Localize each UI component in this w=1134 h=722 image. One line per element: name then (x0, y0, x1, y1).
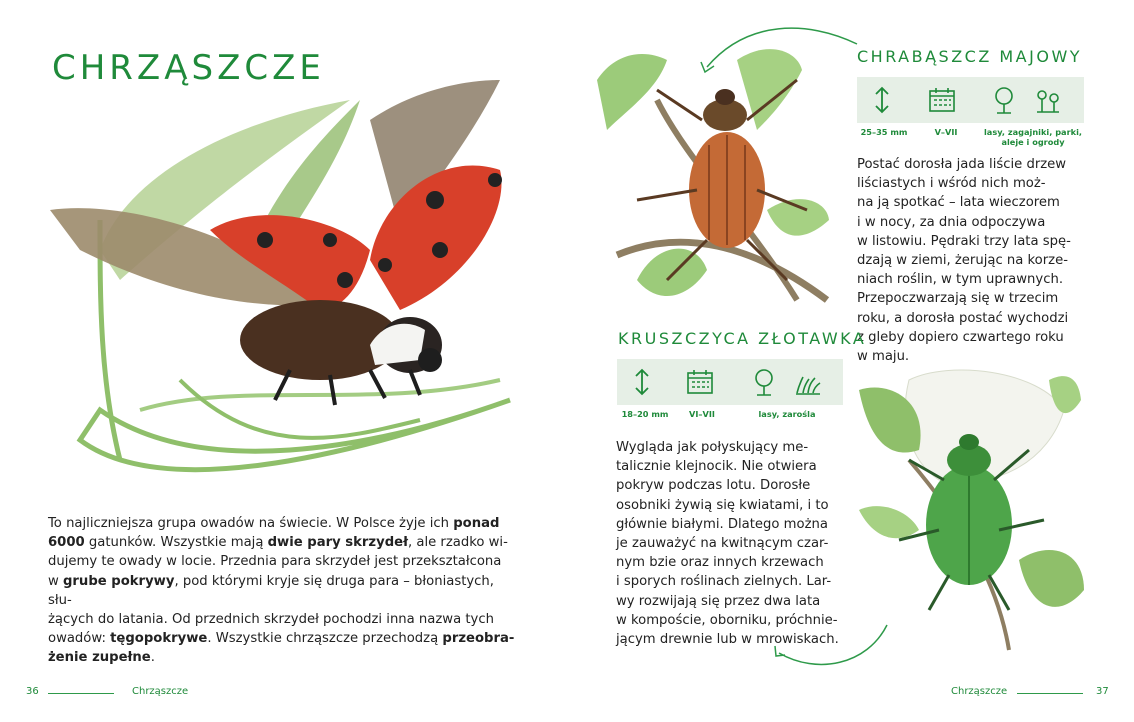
intro-text: , ale rzadko wi- dujemy te owady w locie. Przednia para skrzydeł jest przekształcona w (48, 535, 508, 589)
info-box (617, 359, 843, 405)
intro-bold-text: tęgopokrywe (110, 631, 208, 647)
page-number: 37 (1096, 686, 1109, 697)
curved-arrow-icon (767, 620, 897, 680)
intro-bold-text: ponad 6000 (48, 516, 500, 551)
intro-text: gatunków. Wszystkie mają (84, 535, 268, 551)
species-name: CHRABĄSZCZ MAJOWY (857, 47, 1083, 66)
intro-bold-text: grube pokrywy (62, 573, 175, 589)
intro-bold-text: dwie pary skrzydeł (267, 535, 408, 551)
intro-text: . (150, 650, 155, 666)
species-description: Postać dorosła jada liście drzew liściastych i wśród nich moż- na ją spotkać – lata wieczorem i w nocy, za dnia odpoczywa w listowiu. Pędraki trzy lata spę- dzają w ziemi, żerując na korze- niach roślin, w tym uprawnych. Przepoczwarzają się w trzecim roku, a dorosła postać wychodzi z gleby dopiero czwartego roku w maju. (857, 157, 1071, 365)
garden-flowers-icon (1033, 85, 1063, 115)
right-page (567, 0, 1134, 722)
calendar-icon (927, 85, 957, 115)
intro-text: To najliczniejsza grupa owadów na świecie. W Polsce żyje ich (48, 516, 454, 531)
curved-arrow-icon (687, 22, 867, 82)
rose-chafer-illustration (849, 360, 1089, 660)
info-months: V–VII (934, 127, 958, 137)
info-months: VI–VII (689, 409, 715, 419)
size-arrows-icon (867, 85, 897, 115)
info-habitat: lasy, zarośla (758, 409, 816, 419)
grass-icon (793, 367, 823, 397)
ladybird-illustration (40, 80, 530, 480)
intro-paragraph (48, 514, 518, 668)
size-arrows-icon (627, 367, 657, 397)
tree-icon (749, 367, 779, 397)
info-size: 25–35 mm (860, 127, 908, 137)
info-habitat: lasy, zagajniki, parki, aleje i ogrody (984, 127, 1082, 147)
species-name: KRUSZCZYCA ZŁOTAWKA (618, 329, 867, 348)
footer-divider (1017, 693, 1083, 694)
intro-text: , pod którymi kryje się druga para – błoniastych, słu- żących do latania. Od przednich skrzydeł pochodzi inna nazwa tych owadów: (48, 573, 494, 647)
tree-icon (989, 85, 1019, 115)
footer-section: Chrząszcze (132, 686, 189, 697)
intro-bold-text: przeobra- żenie zupełne (48, 631, 515, 666)
info-size: 18–20 mm (621, 409, 669, 419)
calendar-icon (685, 367, 715, 397)
footer-section: Chrząszcze (951, 686, 1008, 697)
footer-divider (48, 693, 114, 694)
page-title: CHRZĄSZCZE (52, 48, 325, 88)
info-box (857, 77, 1084, 123)
species-description: Wygląda jak połyskujący me- talicznie klejnocik. Nie otwiera pokryw podczas lotu. Dorosłe osobniki żywią się kwiatami, i to głównie białymi. Dlatego można je zauważyć na kwitnącym czar- nym bzie oraz innych krzewach i sporych roślinach zielnych. Lar- wy rozwijają się przez dwa lata w kompoście, oborniku, próchnie- jącym drewnie lub w mrowiskach. (616, 440, 839, 648)
intro-text: . Wszystkie chrząszcze przechodzą (207, 631, 443, 647)
page-number: 36 (26, 686, 39, 697)
